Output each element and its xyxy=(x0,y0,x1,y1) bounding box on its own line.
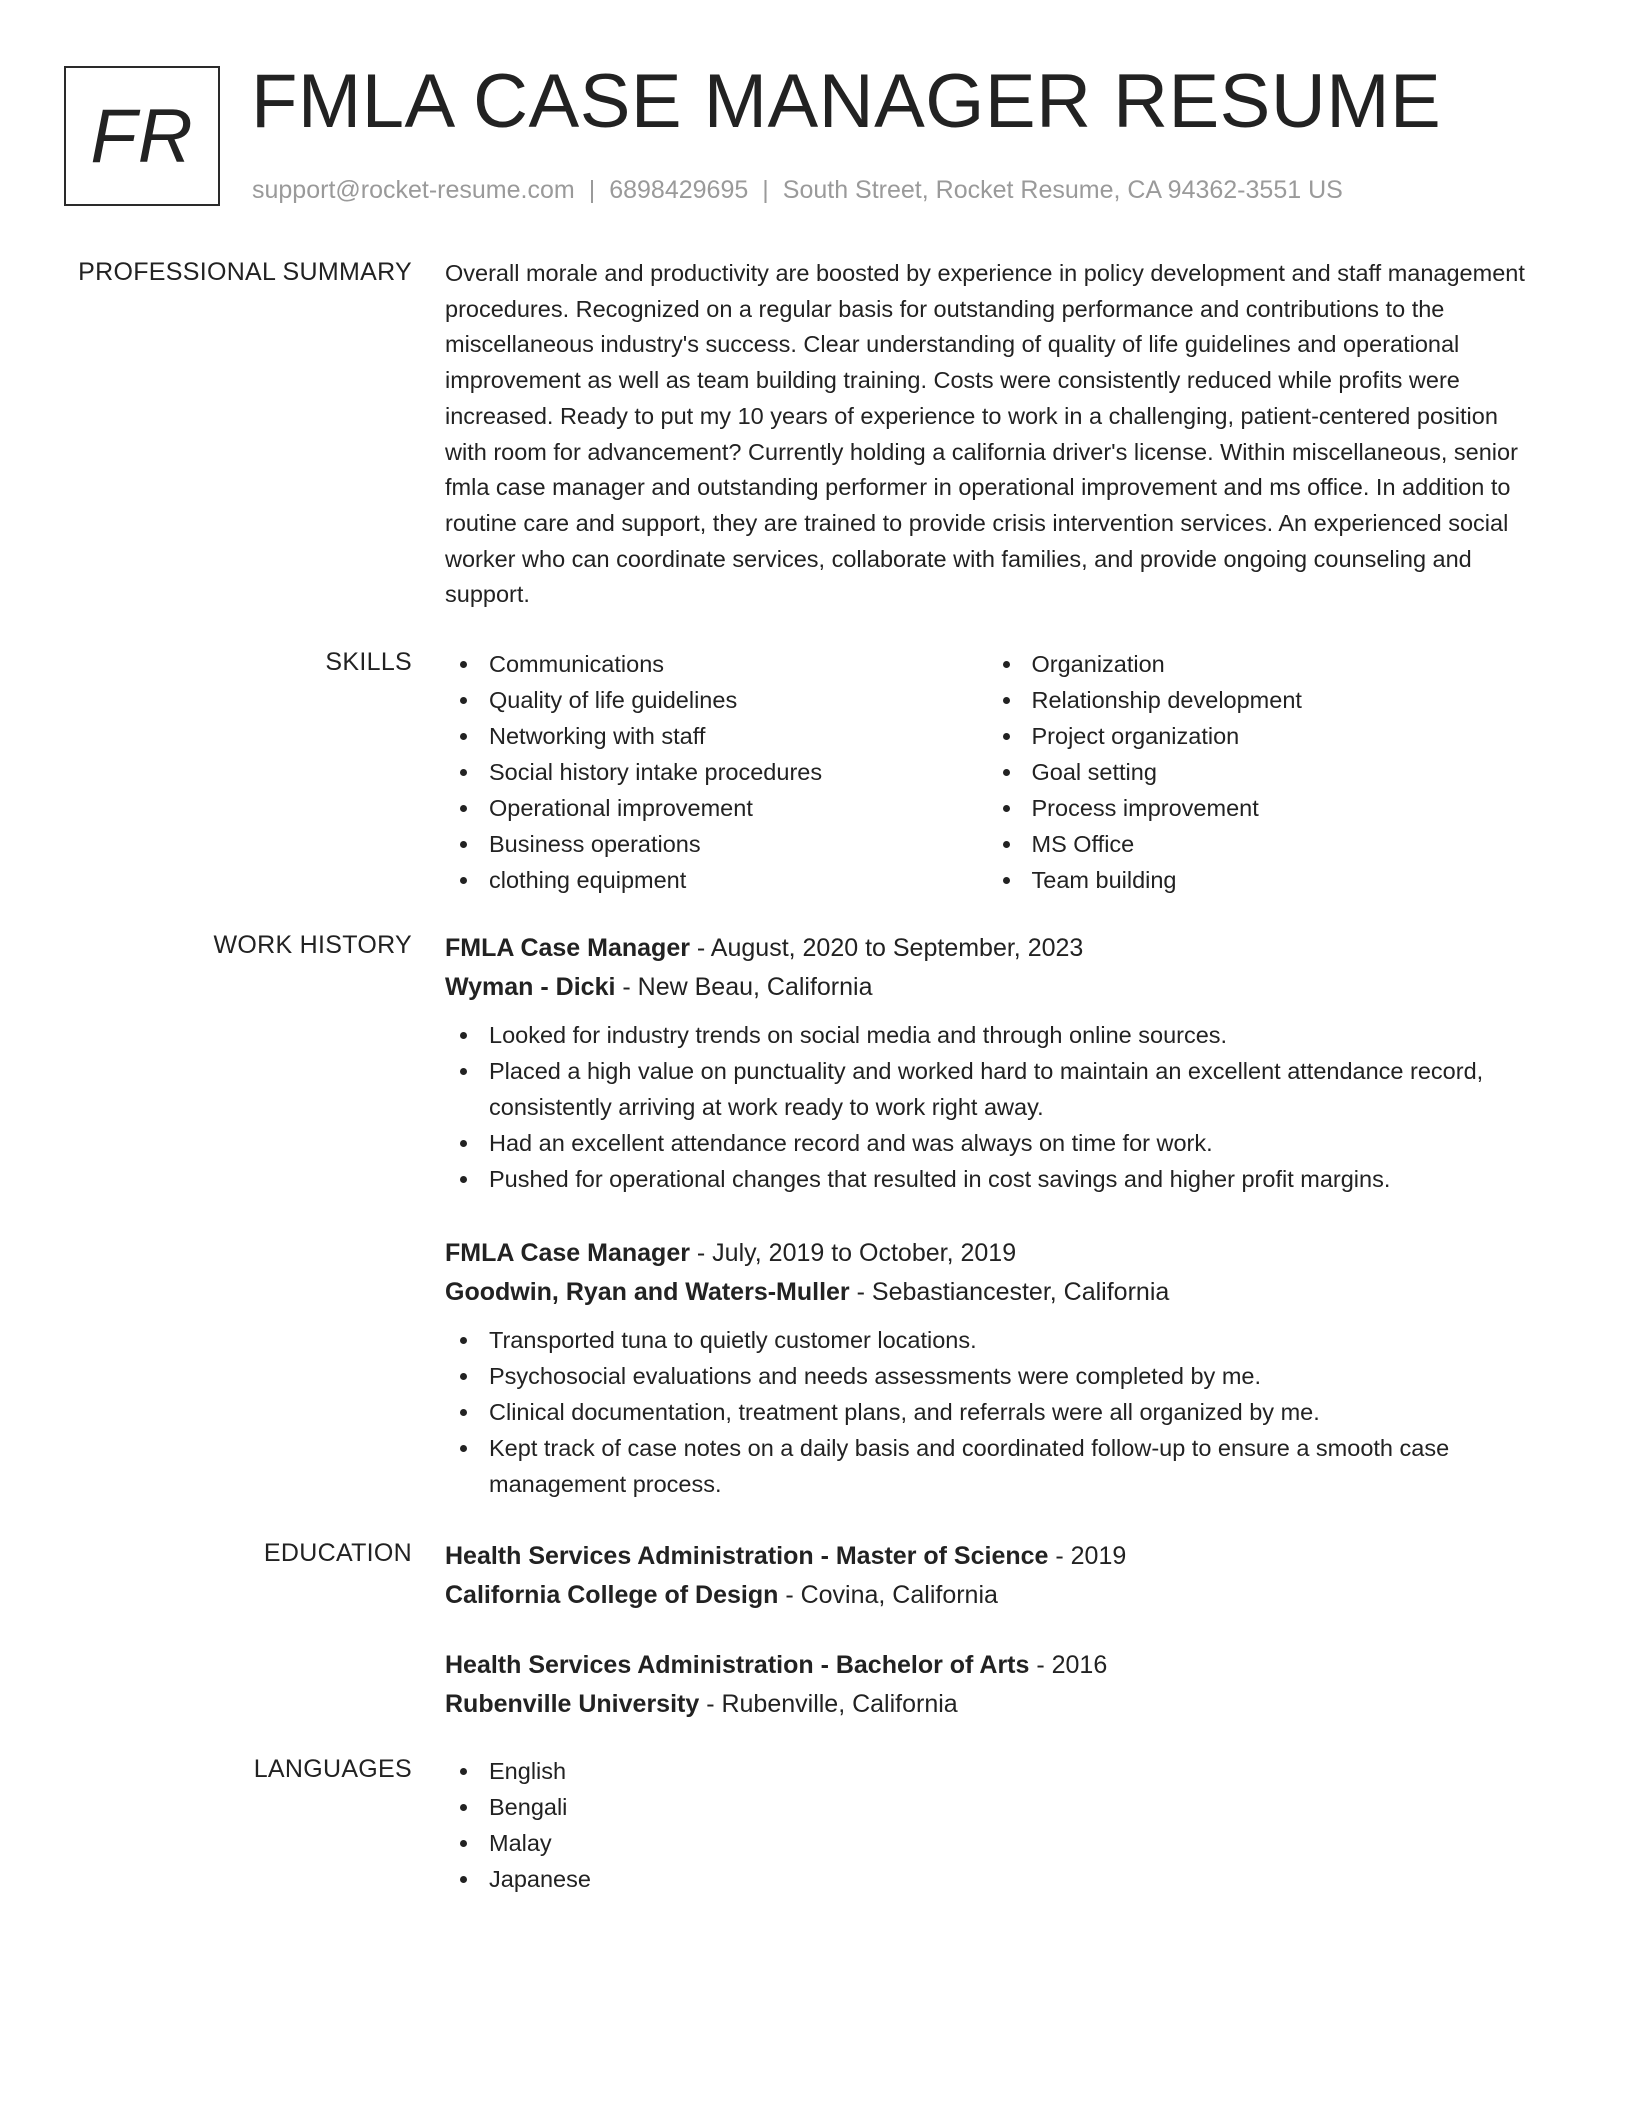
education-degree: Health Services Administration - Bachelor of Arts xyxy=(445,1651,1030,1679)
job-company: Goodwin, Ryan and Waters-Muller xyxy=(445,1278,850,1306)
skill-item: Project organization xyxy=(988,718,1531,754)
education-year: - 2016 xyxy=(1029,1651,1108,1679)
job-entry xyxy=(445,929,1530,1197)
job-bullet: Had an excellent attendance record and was always on time for work. xyxy=(445,1125,1530,1161)
job-title-line xyxy=(445,1234,1530,1273)
skill-item: clothing equipment xyxy=(445,862,988,898)
job-bullet: Kept track of case notes on a daily basis and coordinated follow-up to ensure a smooth case management process. xyxy=(445,1430,1530,1502)
skill-item: Operational improvement xyxy=(445,790,988,826)
job-company-line xyxy=(445,968,1530,1007)
skill-item: Relationship development xyxy=(988,682,1531,718)
job-bullets xyxy=(445,1322,1530,1502)
education-school: California College of Design xyxy=(445,1581,779,1609)
job-location: - Sebastiancester, California xyxy=(849,1278,1170,1306)
job-company-line xyxy=(445,1273,1530,1312)
education-degree-line xyxy=(445,1537,1530,1576)
education-entry xyxy=(445,1537,1530,1615)
contact-address: South Street, Rocket Resume, CA 94362-3551 US xyxy=(782,176,1343,204)
section-label-education: EDUCATION xyxy=(263,1539,412,1567)
contact-separator: | xyxy=(762,176,769,204)
education-location: - Covina, California xyxy=(778,1581,998,1609)
language-item: Japanese xyxy=(445,1861,1530,1897)
job-dates: - August, 2020 to September, 2023 xyxy=(689,934,1084,962)
job-title: FMLA Case Manager xyxy=(445,934,690,962)
skill-item: Business operations xyxy=(445,826,988,862)
skill-item: MS Office xyxy=(988,826,1531,862)
contact-email[interactable]: support@rocket-resume.com xyxy=(252,176,575,204)
education-degree: Health Services Administration - Master of Science xyxy=(445,1542,1049,1570)
skill-item: Networking with staff xyxy=(445,718,988,754)
section-label-summary: PROFESSIONAL SUMMARY xyxy=(78,258,412,286)
language-item: Malay xyxy=(445,1825,1530,1861)
job-bullet: Transported tuna to quietly customer locations. xyxy=(445,1322,1530,1358)
resume-title: FMLA CASE MANAGER RESUME xyxy=(251,59,1442,144)
job-company: Wyman - Dicki xyxy=(445,973,616,1001)
section-label-skills: SKILLS xyxy=(325,648,412,676)
skills-column-right xyxy=(988,646,1531,898)
skill-item: Process improvement xyxy=(988,790,1531,826)
job-entry xyxy=(445,1234,1530,1502)
job-bullet: Clinical documentation, treatment plans, and referrals were all organized by me. xyxy=(445,1394,1530,1430)
language-item: English xyxy=(445,1753,1530,1789)
languages-body xyxy=(445,1753,1530,1897)
job-bullet: Looked for industry trends on social media and through online sources. xyxy=(445,1017,1530,1053)
skills-column-left xyxy=(445,646,988,898)
job-bullet: Psychosocial evaluations and needs assessments were completed by me. xyxy=(445,1358,1530,1394)
education-school: Rubenville University xyxy=(445,1690,700,1718)
skill-item: Communications xyxy=(445,646,988,682)
job-location: - New Beau, California xyxy=(615,973,873,1001)
skill-item: Organization xyxy=(988,646,1531,682)
contact-separator: | xyxy=(588,176,596,204)
skills-list xyxy=(445,646,1530,898)
contact-phone[interactable]: 6898429695 xyxy=(609,176,749,204)
education-school-line xyxy=(445,1576,1530,1615)
job-bullet: Placed a high value on punctuality and worked hard to maintain an excellent attendance record, consistently arriving at work ready to work right away. xyxy=(445,1053,1530,1125)
job-title: FMLA Case Manager xyxy=(445,1239,690,1267)
skill-item: Social history intake procedures xyxy=(445,754,988,790)
section-label-languages: LANGUAGES xyxy=(253,1755,412,1783)
summary-text: Overall morale and productivity are boosted by experience in policy development and staff management procedures. Recognized on a regular basis for outstanding performance and contributions to the miscellaneous industry's success. Clear understanding of quality of life guidelines and operational improvement as well as team building training. Costs were consistently reduced while profits were increased. Ready to put my 10 years of experience to work in a challenging, patient-centered position with room for advancement? Currently holding a california driver's license. Within miscellaneous, senior fmla case manager and outstanding performer in operational improvement and ms office. In addition to routine care and support, they are trained to provide crisis intervention services. An experienced social worker who can coordinate services, collaborate with families, and provide ongoing counseling and support. xyxy=(445,260,1525,608)
job-bullet: Pushed for operational changes that resulted in cost savings and higher profit margins. xyxy=(445,1161,1530,1197)
education-year: - 2019 xyxy=(1048,1542,1127,1570)
education-entry xyxy=(445,1646,1530,1724)
section-label-work-history: WORK HISTORY xyxy=(213,931,412,959)
skill-item: Quality of life guidelines xyxy=(445,682,988,718)
languages-list xyxy=(445,1753,1530,1897)
skill-item: Goal setting xyxy=(988,754,1531,790)
education-location: - Rubenville, California xyxy=(699,1690,958,1718)
education-degree-line xyxy=(445,1646,1530,1685)
education-school-line xyxy=(445,1685,1530,1724)
job-dates: - July, 2019 to October, 2019 xyxy=(689,1239,1017,1267)
job-bullets xyxy=(445,1017,1530,1197)
monogram-logo: FR xyxy=(64,66,220,206)
contact-line xyxy=(252,174,1343,206)
job-title-line xyxy=(445,929,1530,968)
language-item: Bengali xyxy=(445,1789,1530,1825)
skill-item: Team building xyxy=(988,862,1531,898)
